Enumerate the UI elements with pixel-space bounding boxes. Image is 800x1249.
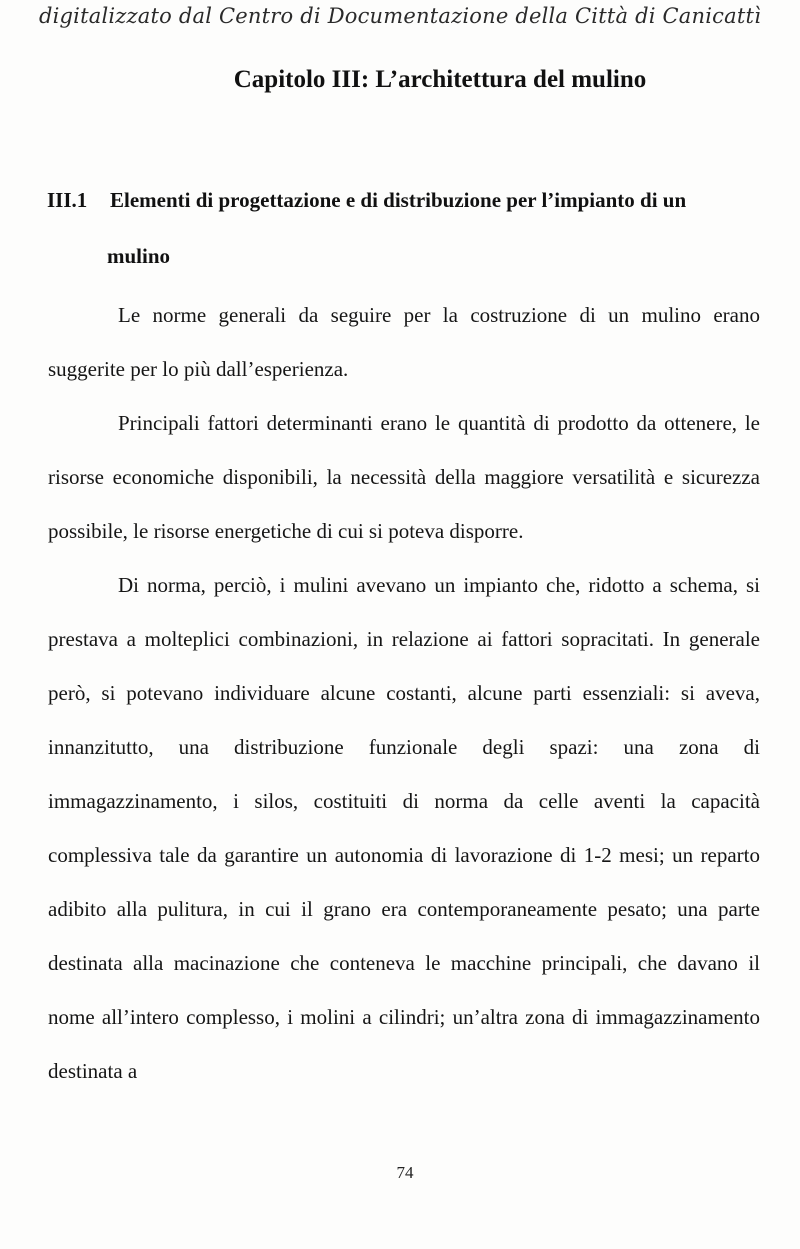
section-number: III.1	[47, 188, 88, 212]
paragraph: Principali fattori determinanti erano le quantità di prodotto da ottenere, le risorse economiche disponibili, la necessità della maggiore versatilità e sicurezza possibile, le risorse energetiche di cui si poteva disporre.	[48, 411, 760, 543]
paragraph: Di norma, perciò, i mulini avevano un impianto che, ridotto a schema, si prestava a molteplici combinazioni, in relazione ai fattori sopracitati. In generale però, si potevano individuare alcune costanti, alcune parti essenziali: si aveva, innanzitutto, una distribuzione funzionale degli spazi: una zona di immagazzinamento, i silos, costituiti di norma da celle aventi la capacità complessiva tale da garantire un autonomia di lavorazione di 1-2 mesi; un reparto adibito alla pulitura, in cui il grano era contemporaneamente pesato; una parte destinata alla macinazione che conteneva le macchine principali, che davano il nome all’intero complesso, i molini a cilindri; un’altra zona di immagazzinamento destinata a	[48, 573, 760, 1083]
chapter-title: Capitolo III: L’architettura del mulino	[233, 66, 647, 93]
paragraph: Le norme generali da seguire per la costruzione di un mulino erano suggerite per lo più dall’esperienza.	[48, 303, 760, 381]
body-text	[48, 288, 760, 1098]
section-title-line-1: Elementi di progettazione e di distribuzione per l’impianto di un	[110, 188, 687, 212]
digitization-watermark: digitalizzato dal Centro di Documentazione della Città di Canicattì	[38, 4, 762, 28]
page-number: 74	[396, 1163, 414, 1182]
section-title-line-2: mulino	[107, 244, 171, 268]
